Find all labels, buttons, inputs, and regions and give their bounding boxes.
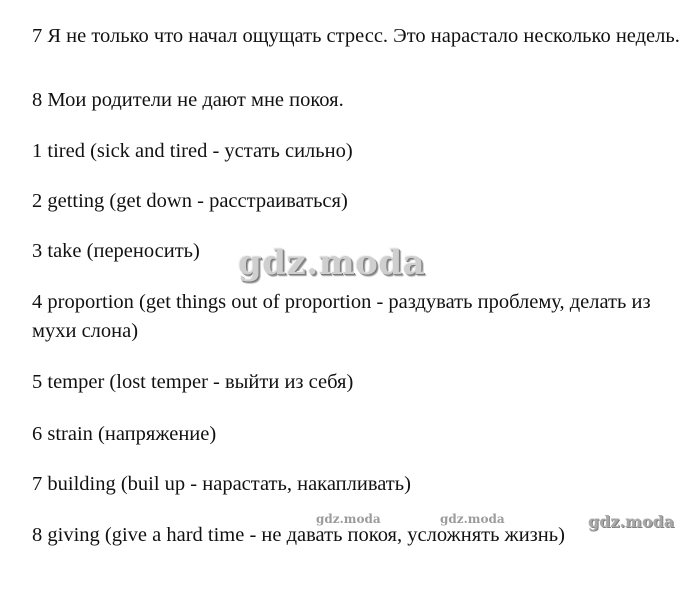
text-line-1: 7 Я не только что начал ощущать стресс. Это нарастало несколько недель. (32, 25, 680, 47)
text-line-10: 8 giving (give a hard time - не давать покоя, усложнять жизнь) (32, 524, 565, 546)
watermark-main: gdz.moda (238, 243, 426, 283)
text-line-5: 3 take (переносить) (32, 240, 200, 262)
text-line-4: 2 getting (get down - расстраиваться) (32, 190, 348, 212)
text-line-8: 6 strain (напряжение) (32, 423, 217, 445)
text-line-7: 5 temper (lost temper - выйти из себя) (32, 371, 354, 393)
text-line-3: 1 tired (sick and tired - устать сильно) (32, 140, 353, 162)
watermark-small-3: gdz.moda (588, 512, 675, 531)
text-line-6: 4 proportion (get things out of proportion - раздувать проблему, делать из мухи слона) (32, 291, 651, 342)
text-line-2: 8 Мои родители не дают мне покоя. (32, 89, 344, 111)
watermark-small-2: gdz.moda (440, 512, 505, 526)
text-line-9: 7 building (buil up - нарастать, накапливать) (32, 473, 411, 495)
watermark-small-1: gdz.moda (316, 512, 381, 526)
